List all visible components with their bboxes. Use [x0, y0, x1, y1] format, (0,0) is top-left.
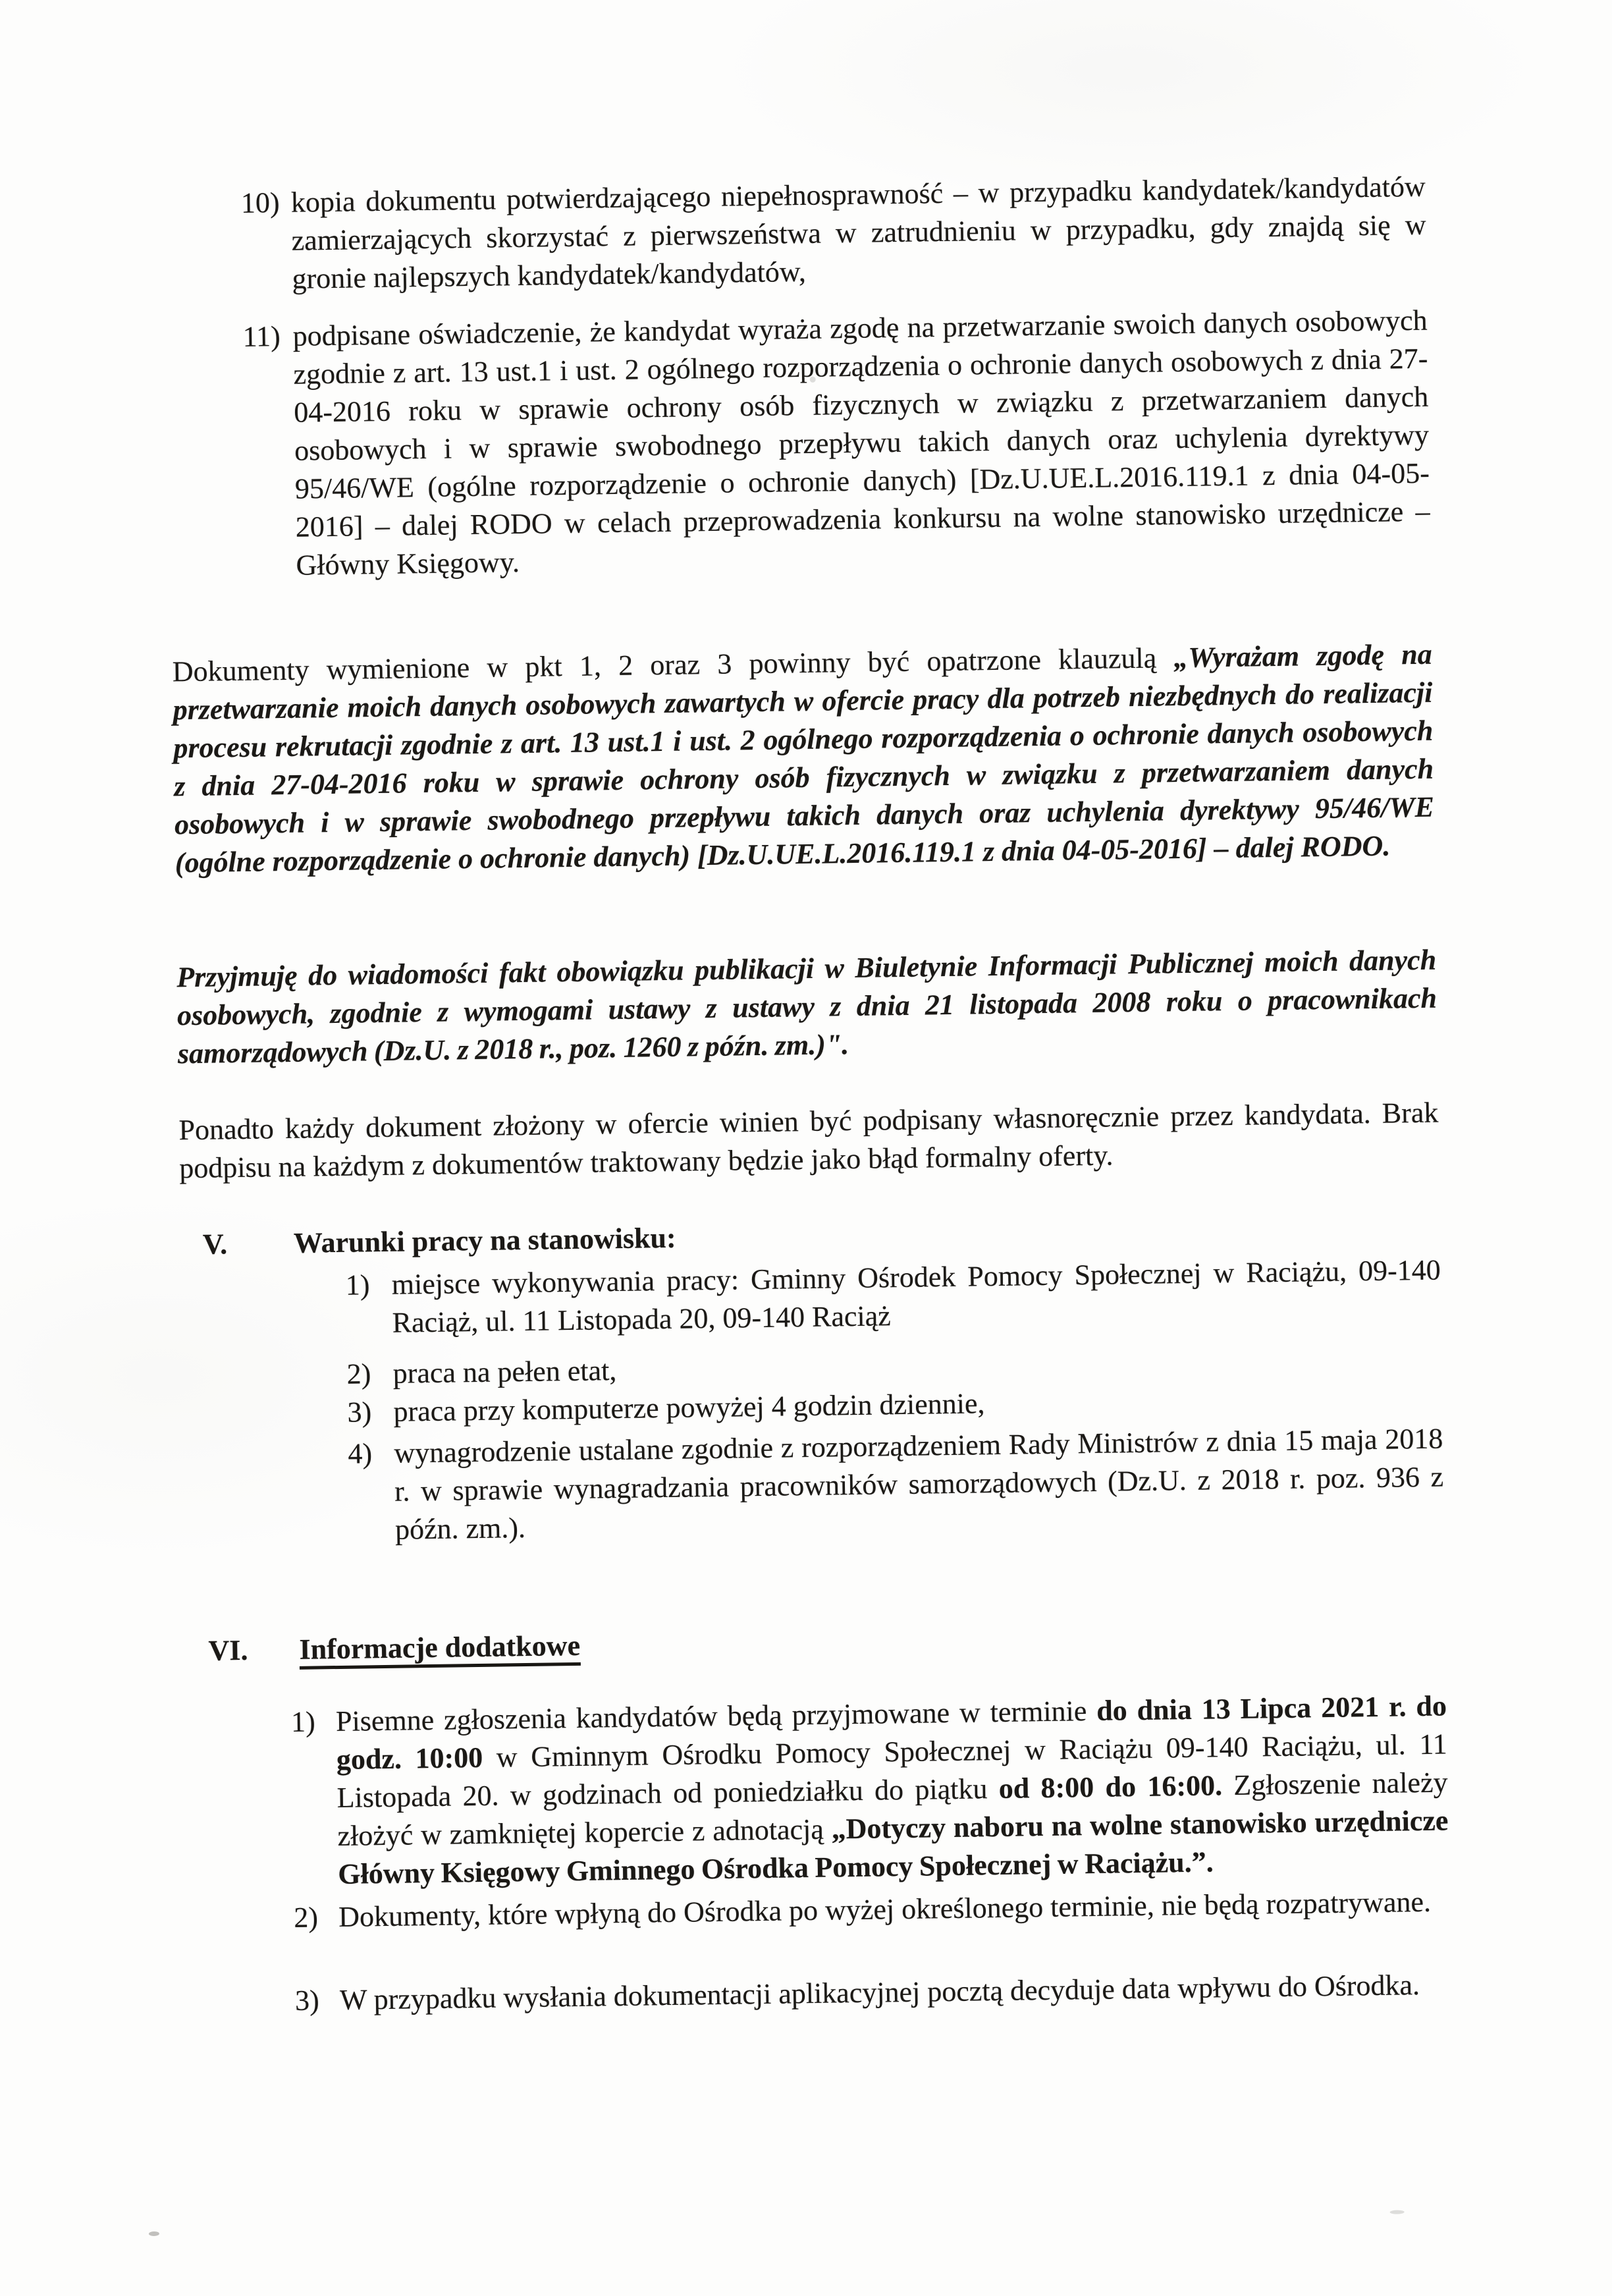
section-v-item-3-text: praca przy komputerze powyżej 4 godzin dziennie, — [393, 1387, 985, 1428]
section-v-item-1 — [180, 1251, 1441, 1346]
section-vi-item-1-seg-3: w Gminnym Ośrodku Pomocy Społecznej w Raciążu 09-140 Raciążu, ul. 11 Listopada 20. w godzinach od poniedziałku do piątku — [336, 1728, 1448, 1815]
section-vi-item-2-text: Dokumenty, które wpłyną do Ośrodka po wyżej określonego terminie, nie będą rozpatrywane. — [338, 1885, 1432, 1934]
section-vi-item-1-number: 1) — [290, 1705, 316, 1738]
list-item-11 — [167, 302, 1430, 587]
scan-speck — [363, 705, 368, 711]
paragraph-signature-requirement: Ponadto każdy dokument złożony w ofercie winien być podpisany własnoręcznie przez kandydata. Brak podpisu na każdym z dokumentów traktowany będzie jako błąd formalny oferty. — [178, 1096, 1439, 1185]
section-vi-item-1-seg-4: od 8:00 do 16:00. — [998, 1769, 1223, 1805]
section-v-item-4-text: wynagrodzenie ustalane zgodnie z rozporządzeniem Rady Ministrów z dnia 15 maja 2018 r. w sprawie wynagradzania pracowników samorządowych (Dz.U. z 2018 r. poz. 936 z późn. zm.). — [394, 1422, 1444, 1546]
section-vi-item-3 — [191, 1965, 1451, 2021]
paragraph-clause — [172, 636, 1435, 883]
list-item-10-text: kopia dokumentu potwierdzającego niepełnosprawność – w przypadku kandydatek/kandydatów zamierzających skorzystać z pierwszeństwa w zatrudnieniu w przypadku, gdy znajdą się w gronie najlepszych kandydatek/kandydatów, — [290, 170, 1426, 295]
section-vi-item-3-number: 3) — [294, 1984, 319, 2017]
scan-speck — [149, 2231, 159, 2236]
section-v-item-2-text: praca na pełen etat, — [392, 1354, 617, 1390]
paragraph-clause-intro: Dokumenty wymienione w pkt 1, 2 oraz 3 powinny być opatrzone klauzulą — [172, 642, 1174, 688]
section-v-title: Warunki pracy na stanowisku: — [293, 1221, 676, 1259]
section-vi-item-2-number: 2) — [293, 1901, 319, 1934]
section-vi-item-1-seg-2: do dnia 13 Lipca 2021 r. do godz. 10:00 — [336, 1689, 1447, 1776]
section-v-item-4-number: 4) — [348, 1437, 373, 1470]
section-vi-item-1-seg-6: „Dotyczy naboru na wolne stanowisko urzędnicze Główny Księgowy Gminnego Ośrodka Pomocy Społecznej w Raciążu.”. — [337, 1804, 1449, 1891]
list-item-11-text: podpisane oświadczenie, że kandydat wyraża zgodę na przetwarzanie swoich danych osobowych zgodnie z art. 13 ust.1 i ust. 2 ogólnego rozporządzenia o ochronie danych osobowych z dnia 27-04-2016 roku w sprawie ochrony osób fizycznych w związku z przetwarzaniem danych osobowych i w sprawie swobodnego przepływu takich danych oraz uchylenia dyrektywy 95/46/WE (ogólne rozporządzenie o ochronie danych) [Dz.U.UE.L.2016.119.1 z dnia 04-05-2016] – dalej RODO w celach przeprowadzenia konkursu na wolne stanowisko urzędnicze – Główny Księgowy. — [292, 304, 1430, 582]
list-item-10-number: 10) — [240, 186, 280, 219]
section-vi-numeral: VI. — [208, 1633, 248, 1667]
section-v-item-3-number: 3) — [347, 1396, 372, 1429]
section-vi-heading — [186, 1615, 1446, 1671]
section-vi-item-3-text: W przypadku wysłania dokumentacji aplikacyjnej pocztą decyduje data wpływu do Ośrodka. — [339, 1969, 1420, 2017]
scan-speck — [1390, 2210, 1405, 2214]
paragraph-clause-quote: „Wyrażam zgodę na przetwarzanie moich danych osobowych zawartych w ofercie pracy dla potrzeb niezbędnych do realizacji procesu rekrutacji zgodnie z art. 13 ust.1 i ust. 2 ogólnego rozporządzenia o ochronie danych osobowych z dnia 27-04-2016 roku w sprawie ochrony osób fizycznych w związku z przetwarzaniem danych osobowych i w sprawie swobodnego przepływu takich danych oraz uchylenia dyrektywy 95/46/WE (ogólne rozporządzenie o ochronie danych) [Dz.U.UE.L.2016.119.1 z dnia 04-05-2016] – dalej RODO. — [173, 638, 1435, 879]
list-item-11-number: 11) — [242, 320, 281, 353]
list-item-10 — [165, 168, 1426, 300]
section-v-item-4 — [183, 1420, 1444, 1552]
section-vi-item-1-seg-1: Pisemne zgłoszenia kandydatów będą przyjmowane w terminie — [335, 1694, 1097, 1738]
section-v-item-2-number: 2) — [346, 1357, 371, 1390]
section-vi-item-1 — [187, 1687, 1449, 1896]
paragraph-acknowledgement: Przyjmuję do wiadomości fakt obowiązku publikacji w Biuletynie Informacji Publicznej moich danych osobowych, zgodnie z wymogami ustawy z ustawy z dnia 21 listopada 2008 roku o pracownikach samorządowych (Dz.U. z 2018 r., poz. 1260 z późn. zm.)". — [176, 943, 1437, 1070]
section-vi-title: Informacje dodatkowe — [299, 1629, 580, 1670]
section-vi-item-1-seg-5: Zgłoszenie należy złożyć w zamkniętej kopercie z adnotacją — [337, 1766, 1448, 1853]
section-v-item-1-number: 1) — [345, 1269, 370, 1301]
section-v-item-1-text: miejsce wykonywania pracy: Gminny Ośrodek Pomocy Społecznej w Raciążu, 09-140 Raciąż, ul. 11 Listopada 20, 09-140 Raciąż — [391, 1253, 1441, 1339]
section-v-numeral: V. — [202, 1228, 228, 1261]
scan-speck — [810, 377, 816, 383]
